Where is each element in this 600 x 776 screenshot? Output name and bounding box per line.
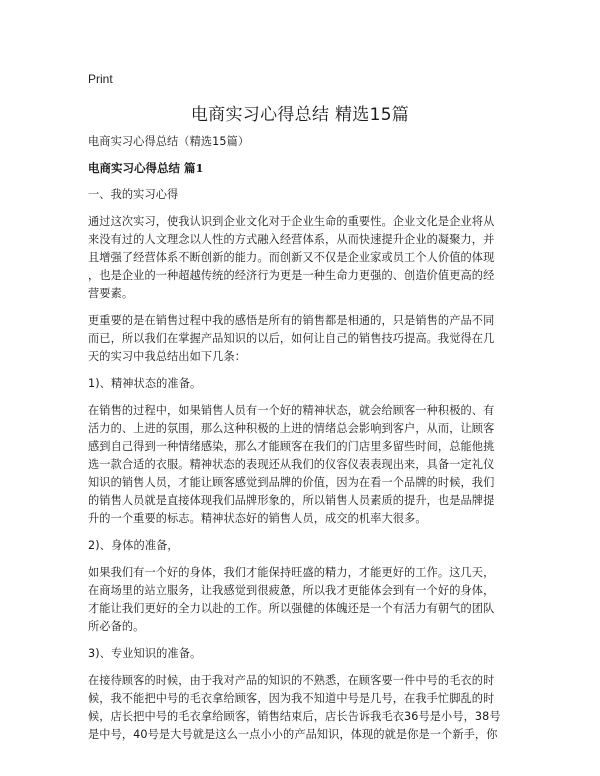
paragraph-line: 而已，所以我们在掌握产品知识的以后，如何让自己的销售技巧提高。我觉得在几: [88, 332, 495, 345]
document-body: [88, 133, 513, 753]
paragraph: [88, 402, 513, 528]
paragraph-line: 知识的销售人员，才能让顾客感觉到品牌的价值，因为在看一个品牌的时候，我们: [88, 476, 495, 489]
section-heading: 电商实习心得总结 篇1: [88, 161, 204, 175]
paragraph-line: 如果我们有一个好的身体，我们才能保持旺盛的精力，才能更好的工作。这几天，: [88, 566, 495, 579]
paragraph-line: 且增强了经营体系不断创新的能力。而创新又不仅是企业家或员工个人价值的体现: [88, 251, 495, 264]
paragraph-line: 才能让我们更好的全力以赴的工作。所以强健的体魄还是一个有活力有朝气的团队: [88, 602, 495, 615]
paragraph-list: [88, 186, 513, 744]
paragraph-line: 所必备的。: [88, 620, 145, 633]
paragraph-line: 的销售人员就是直接体现我们品牌形象的，所以销售人员素质的提升，也是品牌提: [88, 494, 495, 507]
paragraph: [88, 312, 513, 366]
page-title: 电商实习心得总结 精选15篇: [190, 105, 410, 125]
paragraph-line: 在接待顾客的时候，由于我对产品的知识的不熟悉，在顾客要一件中号的毛衣的时: [88, 674, 495, 687]
paragraph: [88, 213, 513, 303]
paragraph-line: 天的实习中我总结出如下几条：: [88, 350, 247, 363]
paragraph-line: ，也是企业的一种超越传统的经济行为更是一种生命力更强的、创造价值更高的经: [88, 269, 495, 282]
paragraph-line: 活力的、上进的氛围，那么这种积极的上进的情绪总会影响到客户，从而，让顾客: [88, 422, 495, 435]
paragraph-line: 更重要的是在销售过程中我的感悟是所有的销售都是相通的，只是销售的产品不同: [88, 314, 495, 327]
paragraph-line: 在销售的过程中，如果销售人员有一个好的精神状态，就会给顾客一种积极的、有: [88, 404, 495, 417]
paragraph-line: 营要素。: [88, 287, 134, 300]
paragraph: [88, 645, 513, 663]
paragraph: [88, 186, 513, 204]
paragraph-line: 来没有过的人文理念以人性的方式融入经营体系，从而快速提升企业的凝聚力，并: [88, 233, 495, 246]
paragraph-line: 一、我的实习心得: [88, 188, 179, 201]
paragraph: [88, 564, 513, 636]
paragraph-line: 感到自己得到一种情绪感染，那么才能顾客在我们的门店里多留些时间，总能他挑: [88, 440, 495, 453]
paragraph-line: 通过这次实习，使我认识到企业文化对于企业生命的重要性。企业文化是企业将从: [88, 215, 495, 228]
paragraph-line: 是中号，40号是大号就是这么一点小小的产品知识，体现的就是你是一个新手，你: [88, 728, 498, 741]
print-label: Print: [88, 72, 113, 86]
paragraph-line: 在商场里的站立服务，让我感觉到很疲惫，所以我才更能体会到有一个好的身体，: [88, 584, 495, 597]
paragraph-line: 3)、专业知识的准备。: [88, 647, 202, 660]
paragraph: [88, 375, 513, 393]
paragraph-line: 候，店长把中号的毛衣拿给顾客，销售结束后，店长告诉我毛衣36号是小号，38号: [88, 710, 501, 723]
paragraph-line: 选一款合适的衣服。精神状态的表现还从我们的仪容仪表表现出来，具备一定礼仪: [88, 458, 495, 471]
paragraph-line: 升的一个重要的标志。精神状态好的销售人员，成交的机率大很多。: [88, 512, 427, 525]
paragraph-line: 候，我不能把中号的毛衣拿给顾客，因为我不知道中号是几号，在我手忙脚乱的时: [88, 692, 495, 705]
paragraph: [88, 537, 513, 555]
paragraph: [88, 672, 513, 744]
paragraph-line: 1)、精神状态的准备。: [88, 377, 202, 390]
paragraph-line: 2)、身体的准备，: [88, 539, 179, 552]
document-subtitle: 电商实习心得总结（精选15篇）: [88, 135, 250, 148]
